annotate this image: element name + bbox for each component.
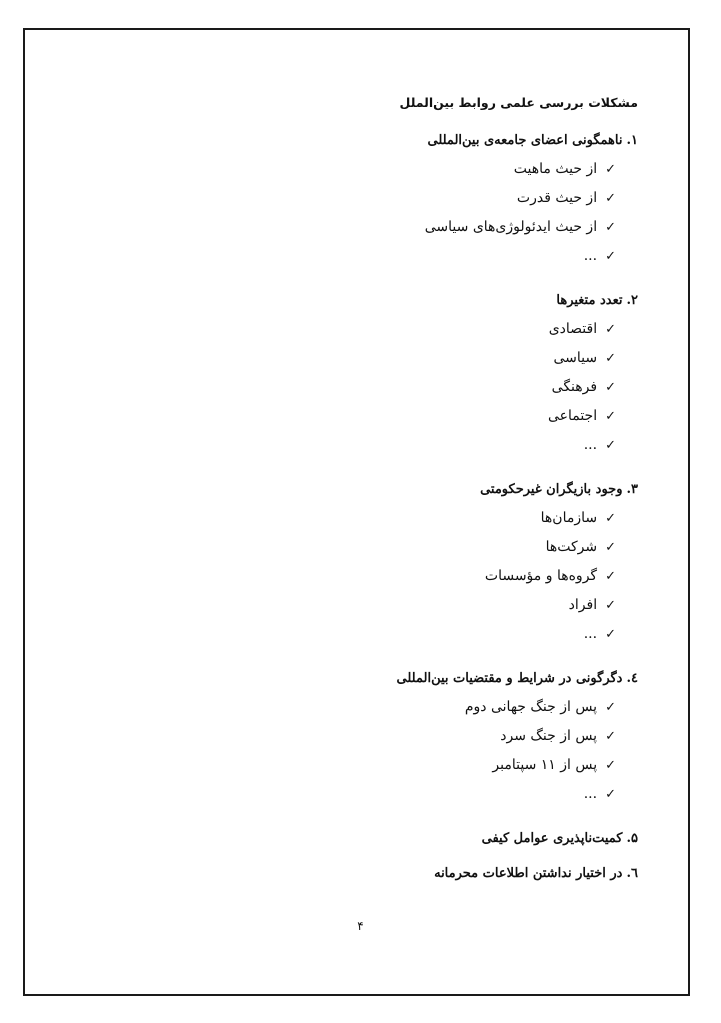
- section-heading: [218, 133, 638, 148]
- section-title: کمیت‌ناپذیری عوامل کیفی: [481, 831, 623, 846]
- section-4: [218, 671, 638, 811]
- list-item-text: از حیث ایدئولوژی‌های سیاسی: [424, 219, 598, 235]
- checkmark-icon: ✓: [605, 249, 616, 264]
- section-title: دگرگونی در شرایط و مقتضیات بین‌المللی: [396, 671, 623, 686]
- list-item-text: ...: [583, 626, 598, 642]
- checkmark-icon: ✓: [605, 380, 616, 395]
- list-item-text: پس از ۱۱ سپتامبر: [492, 757, 598, 773]
- list-item-text: ...: [583, 248, 598, 264]
- checkmark-icon: ✓: [605, 438, 616, 453]
- list-item: [218, 724, 616, 753]
- list-item-text: سازمان‌ها: [540, 510, 598, 526]
- list-item: [218, 695, 616, 724]
- list-item-text: ...: [583, 437, 598, 453]
- list-item-text: اجتماعی: [547, 408, 598, 424]
- section-number: ٦.: [626, 866, 638, 881]
- list-item-text: پس از جنگ سرد: [500, 728, 598, 744]
- section-number: ۲.: [626, 293, 638, 308]
- checkmark-icon: ✓: [605, 729, 616, 744]
- section-number: ۳.: [626, 482, 638, 497]
- section-2: [218, 293, 638, 462]
- section-heading: [218, 671, 638, 686]
- list-item: [218, 622, 616, 651]
- list-item-text: اقتصادی: [548, 321, 598, 337]
- section-5: [218, 831, 638, 846]
- checkmark-icon: ✓: [605, 220, 616, 235]
- checkmark-icon: ✓: [605, 540, 616, 555]
- document-content: [218, 95, 638, 901]
- list-item: [218, 753, 616, 782]
- section-1: [218, 133, 638, 273]
- section-3: [218, 482, 638, 651]
- list-item: [218, 782, 616, 811]
- checkmark-icon: ✓: [605, 162, 616, 177]
- document-title: مشکلات بررسی علمی روابط بین‌الملل: [399, 95, 638, 110]
- list-item: [218, 346, 616, 375]
- section-number: ۱.: [626, 133, 638, 148]
- list-item: [218, 157, 616, 186]
- bullet-list: [218, 695, 638, 811]
- section-heading: [218, 866, 638, 881]
- list-item: [218, 506, 616, 535]
- checkmark-icon: ✓: [605, 758, 616, 773]
- list-item: [218, 186, 616, 215]
- checkmark-icon: ✓: [605, 511, 616, 526]
- section-title: ناهمگونی اعضای جامعه‌ی بین‌المللی: [427, 133, 623, 148]
- list-item-text: سیاسی: [553, 350, 598, 366]
- list-item-text: از حیث ماهیت: [513, 161, 598, 177]
- list-item-text: پس از جنگ جهانی دوم: [464, 699, 598, 715]
- list-item: [218, 244, 616, 273]
- list-item-text: گروه‌ها و مؤسسات: [484, 568, 598, 584]
- checkmark-icon: ✓: [605, 787, 616, 802]
- list-item-text: افراد: [568, 597, 598, 613]
- list-item-text: فرهنگی: [551, 379, 598, 395]
- list-item-text: شرکت‌ها: [545, 539, 598, 555]
- checkmark-icon: ✓: [605, 700, 616, 715]
- bullet-list: [218, 157, 638, 273]
- checkmark-icon: ✓: [605, 569, 616, 584]
- page-number: ۴: [357, 919, 364, 933]
- list-item: [218, 433, 616, 462]
- section-title: در اختیار نداشتن اطلاعات محرمانه: [434, 866, 623, 881]
- list-item: [218, 535, 616, 564]
- list-item: [218, 317, 616, 346]
- checkmark-icon: ✓: [605, 409, 616, 424]
- list-item: [218, 593, 616, 622]
- list-item: [218, 375, 616, 404]
- section-number: ۵.: [626, 831, 638, 846]
- section-6: [218, 866, 638, 881]
- section-number: ٤.: [626, 671, 638, 686]
- checkmark-icon: ✓: [605, 627, 616, 642]
- list-item: [218, 404, 616, 433]
- checkmark-icon: ✓: [605, 598, 616, 613]
- checkmark-icon: ✓: [605, 351, 616, 366]
- checkmark-icon: ✓: [605, 322, 616, 337]
- bullet-list: [218, 506, 638, 651]
- list-item-text: ...: [583, 786, 598, 802]
- section-heading: [218, 293, 638, 308]
- list-item: [218, 564, 616, 593]
- checkmark-icon: ✓: [605, 191, 616, 206]
- section-heading: [218, 831, 638, 846]
- list-item: [218, 215, 616, 244]
- list-item-text: از حیث قدرت: [516, 190, 598, 206]
- section-heading: [218, 482, 638, 497]
- section-title: تعدد متغیرها: [556, 293, 623, 308]
- section-title: وجود بازیگران غیرحکومتی: [480, 482, 623, 497]
- bullet-list: [218, 317, 638, 462]
